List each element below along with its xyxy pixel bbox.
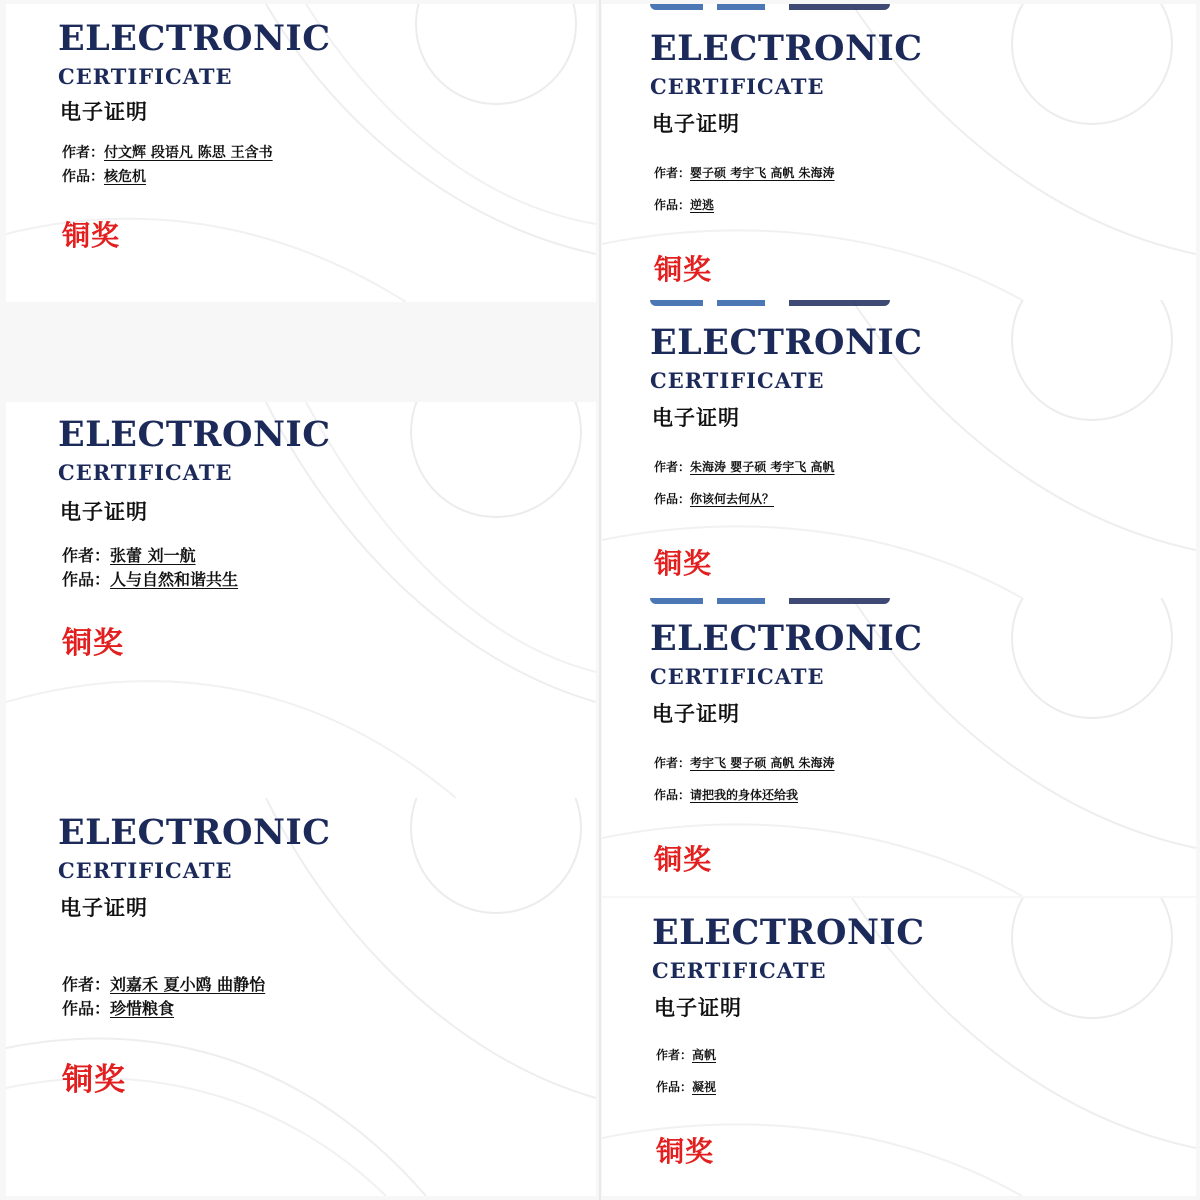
author-names: 张蕾 刘一航 bbox=[110, 546, 196, 565]
work-line bbox=[62, 996, 180, 1019]
english-subtitle: CERTIFICATE bbox=[650, 664, 825, 689]
certificate-card bbox=[6, 4, 596, 302]
author-names: 刘嘉禾 夏小鸥 曲静怡 bbox=[110, 975, 266, 994]
award-level: 铜奖 bbox=[62, 626, 124, 661]
award-level: 铜奖 bbox=[62, 219, 121, 252]
work-label: 作品： bbox=[654, 788, 691, 802]
author-names: 朱海涛 婴子硕 考宇飞 高帆 bbox=[690, 460, 835, 474]
author-label: 作者： bbox=[656, 1048, 693, 1062]
author-names: 付文辉 段语凡 陈思 王含书 bbox=[104, 145, 273, 161]
english-title: ELECTRONIC bbox=[58, 18, 331, 59]
author-line bbox=[62, 543, 202, 566]
author-line bbox=[654, 164, 841, 181]
english-subtitle: CERTIFICATE bbox=[58, 858, 233, 883]
work-title: 核危机 bbox=[104, 169, 146, 185]
english-subtitle: CERTIFICATE bbox=[58, 64, 233, 89]
chinese-title: 电子证明 bbox=[654, 996, 742, 1020]
author-names: 婴子硕 考宇飞 高帆 朱海涛 bbox=[690, 166, 835, 180]
work-label: 作品： bbox=[654, 492, 691, 506]
award-level: 铜奖 bbox=[62, 1062, 126, 1098]
author-line bbox=[62, 972, 271, 995]
author-label: 作者： bbox=[62, 546, 111, 565]
certificate-card bbox=[602, 598, 1196, 896]
certificate-card bbox=[602, 300, 1196, 598]
english-title: ELECTRONIC bbox=[650, 322, 923, 363]
chinese-title: 电子证明 bbox=[652, 702, 740, 726]
english-subtitle: CERTIFICATE bbox=[650, 74, 825, 99]
english-title: ELECTRONIC bbox=[650, 28, 923, 69]
english-subtitle: CERTIFICATE bbox=[652, 958, 827, 983]
award-level: 铜奖 bbox=[654, 843, 713, 876]
work-label: 作品： bbox=[654, 198, 691, 212]
work-label: 作品： bbox=[62, 570, 111, 589]
author-names: 考宇飞 婴子硕 高帆 朱海涛 bbox=[690, 756, 835, 770]
author-line bbox=[654, 458, 841, 475]
author-label: 作者： bbox=[62, 975, 111, 994]
chinese-title: 电子证明 bbox=[652, 406, 740, 430]
chinese-title: 电子证明 bbox=[60, 500, 148, 524]
certificate-card bbox=[6, 402, 596, 798]
author-label: 作者： bbox=[654, 166, 691, 180]
work-label: 作品： bbox=[62, 999, 111, 1018]
author-line bbox=[654, 754, 841, 771]
author-names: 高帆 bbox=[692, 1048, 717, 1062]
english-title: ELECTRONIC bbox=[58, 414, 331, 455]
column-divider bbox=[599, 0, 601, 1200]
english-subtitle: CERTIFICATE bbox=[650, 368, 825, 393]
english-title: ELECTRONIC bbox=[650, 618, 923, 659]
english-title: ELECTRONIC bbox=[58, 812, 331, 853]
author-label: 作者： bbox=[62, 145, 104, 161]
work-line bbox=[654, 490, 780, 507]
work-line bbox=[654, 786, 804, 803]
author-label: 作者： bbox=[654, 756, 691, 770]
work-line bbox=[62, 166, 152, 186]
work-title: 你该何去何从？ bbox=[690, 492, 775, 506]
chinese-title: 电子证明 bbox=[652, 112, 740, 136]
work-title: 逆逃 bbox=[690, 198, 715, 212]
author-line bbox=[62, 142, 279, 162]
logo-fragment bbox=[650, 300, 890, 306]
certificate-card bbox=[602, 4, 1196, 300]
award-level: 铜奖 bbox=[656, 1135, 715, 1168]
work-title: 人与自然和谐共生 bbox=[110, 570, 239, 589]
award-level: 铜奖 bbox=[654, 547, 713, 580]
english-subtitle: CERTIFICATE bbox=[58, 460, 233, 485]
work-title: 请把我的身体还给我 bbox=[690, 788, 799, 802]
certificate-card bbox=[602, 898, 1196, 1196]
logo-fragment bbox=[650, 4, 890, 10]
work-label: 作品： bbox=[62, 169, 104, 185]
work-title: 凝视 bbox=[692, 1080, 717, 1094]
english-title: ELECTRONIC bbox=[652, 912, 925, 953]
work-line bbox=[62, 567, 244, 590]
work-label: 作品： bbox=[656, 1080, 693, 1094]
chinese-title: 电子证明 bbox=[60, 896, 148, 920]
author-line bbox=[656, 1046, 722, 1063]
award-level: 铜奖 bbox=[654, 253, 713, 286]
chinese-title: 电子证明 bbox=[60, 100, 148, 124]
logo-fragment bbox=[650, 598, 890, 604]
work-title: 珍惜粮食 bbox=[110, 999, 175, 1018]
work-line bbox=[654, 196, 720, 213]
author-label: 作者： bbox=[654, 460, 691, 474]
work-line bbox=[656, 1078, 722, 1095]
certificate-card bbox=[6, 798, 596, 1196]
